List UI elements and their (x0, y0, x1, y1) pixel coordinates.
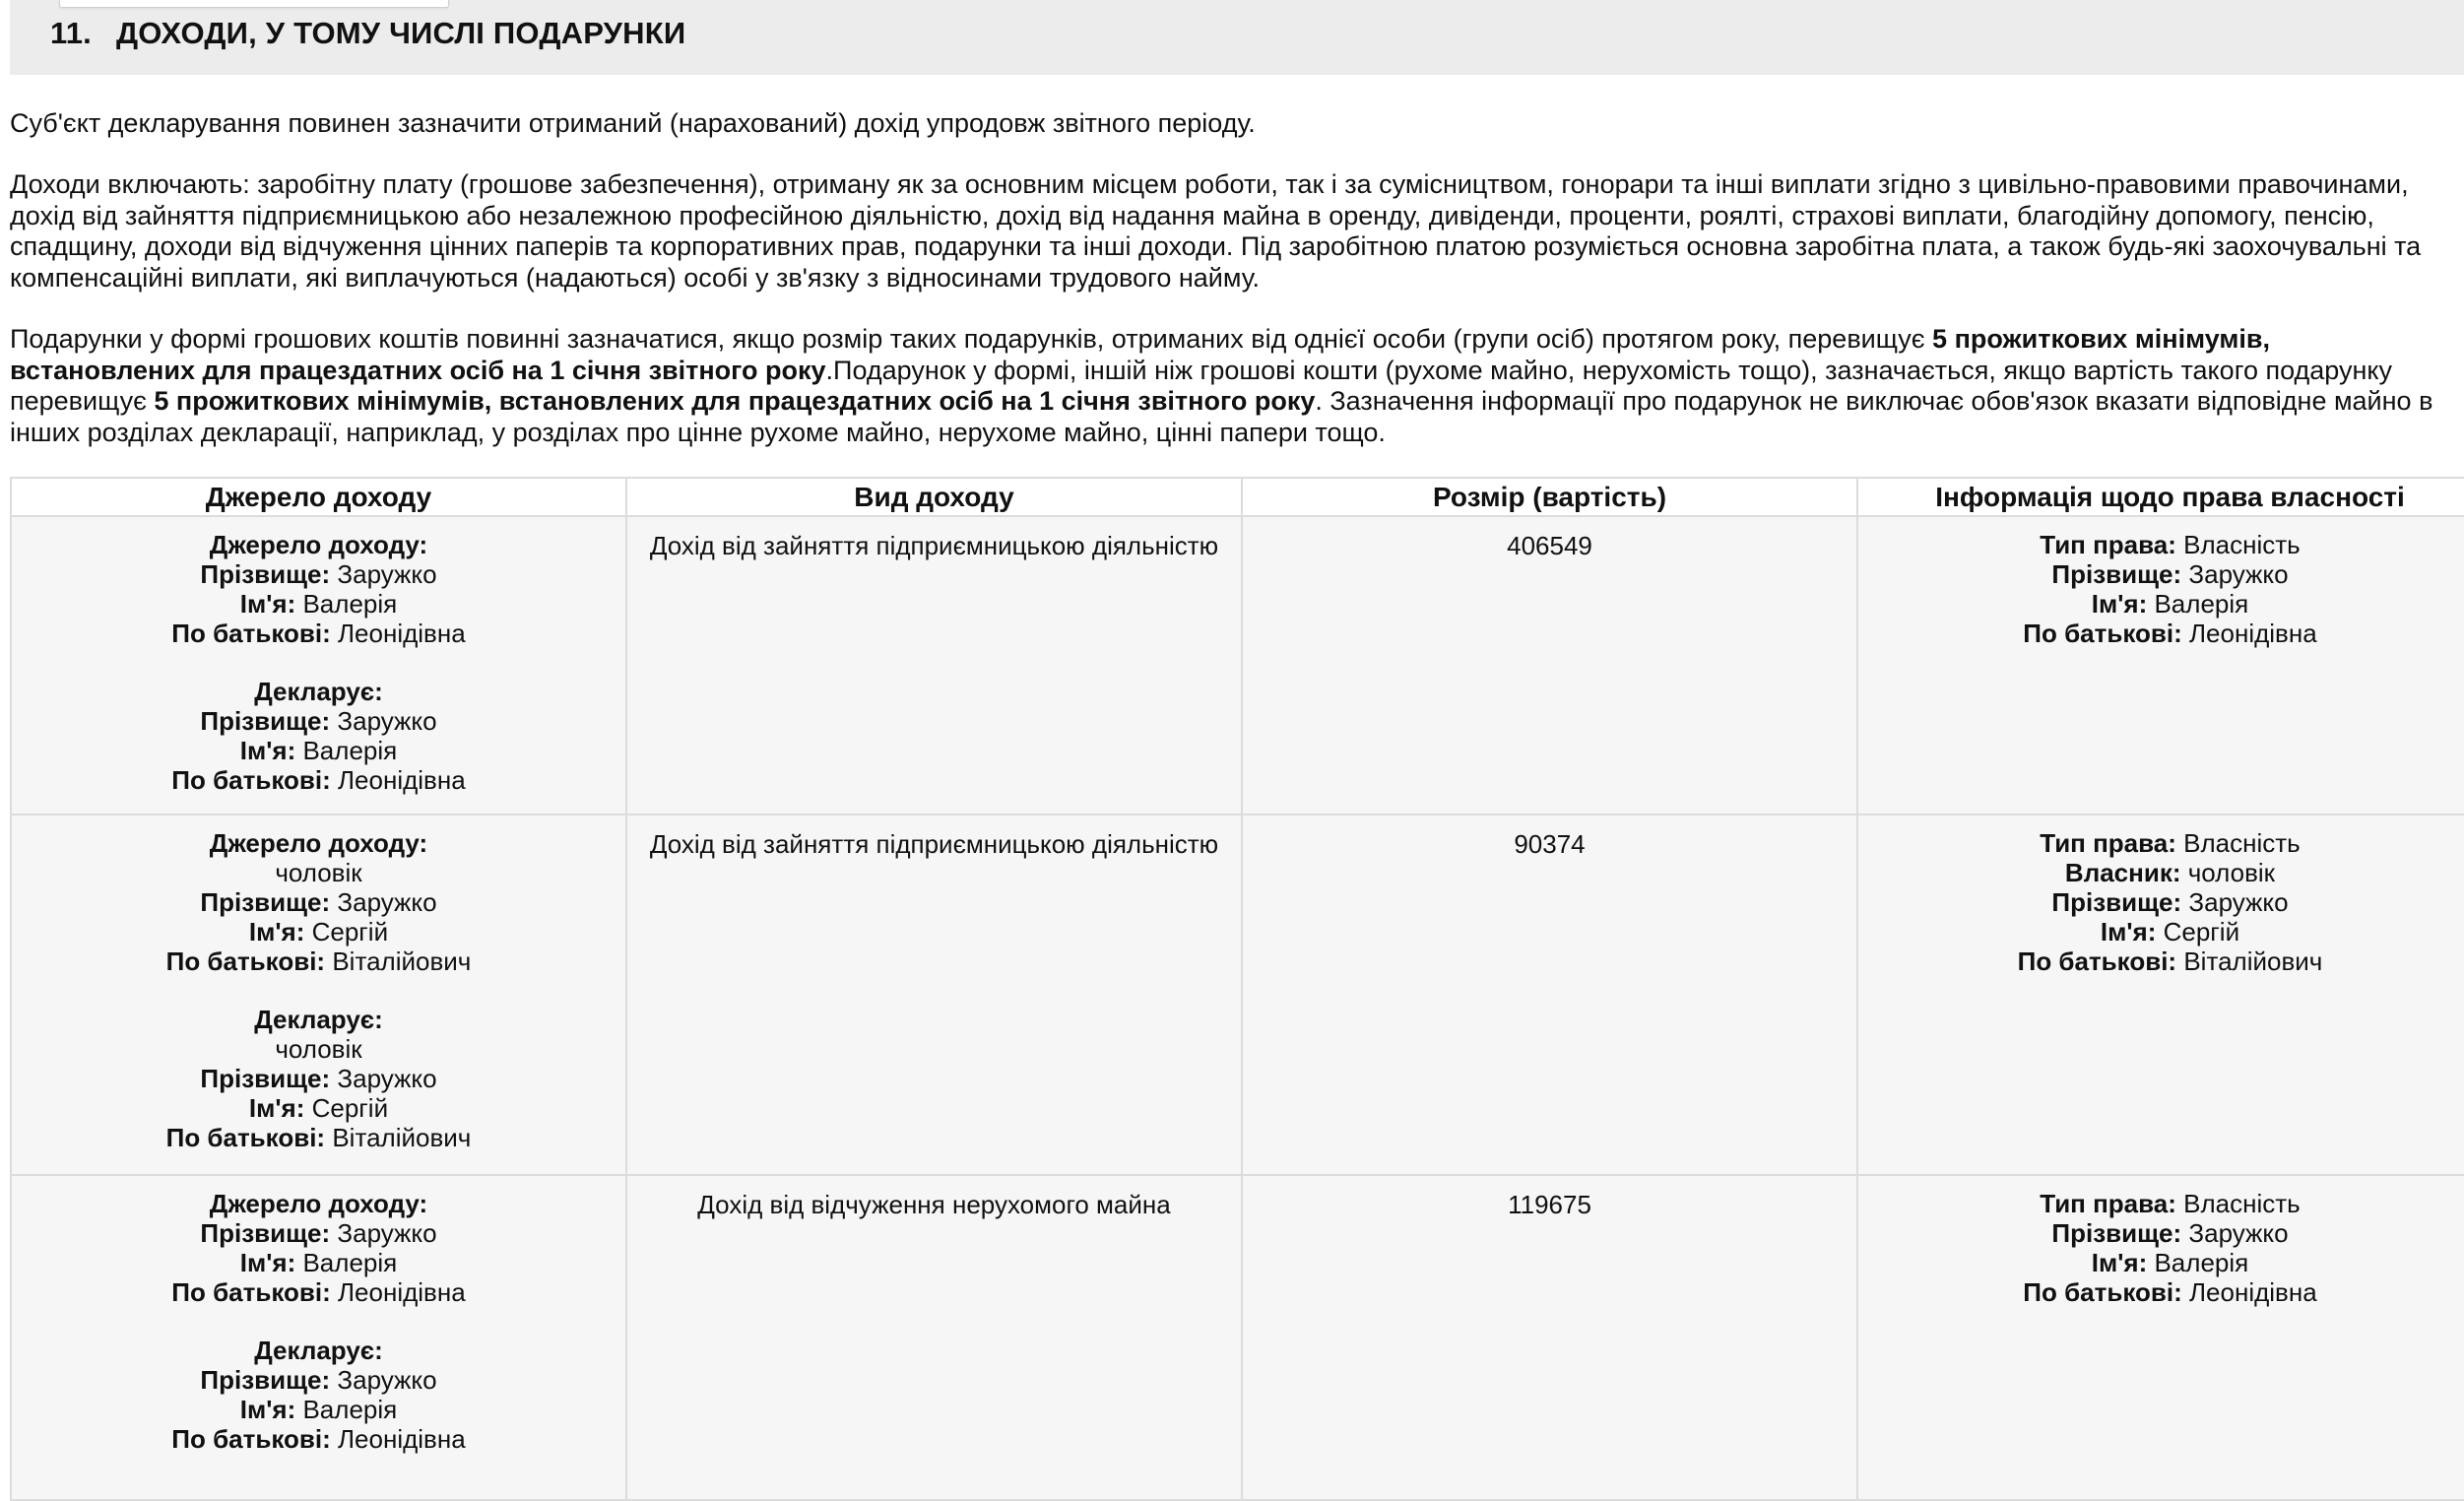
owner-patronymic-line (1858, 1277, 2464, 1307)
decl-name: Валерія (302, 736, 398, 765)
p3-bold-2: 5 прожиткових мінімумів, встановлених для працездатних осіб на 1 січня звітного року (154, 386, 1316, 416)
p3-text-2: .Подарунок у формі, іншій ніж грошові кошти (рухоме майно, нерухомість тощо), зазначається, якщо вартість такого подарунку перевищує (10, 355, 2393, 416)
owner-surname: Заружко (2188, 559, 2289, 589)
decl-name-line (12, 1093, 625, 1123)
tab-stub (59, 0, 449, 8)
right-type-line (1858, 828, 2464, 858)
patronymic-label: По батькові: (2017, 946, 2177, 976)
decl-surname: Заружко (337, 706, 437, 736)
header-income-type: Вид доходу (626, 478, 1242, 516)
owner-name: Валерія (2154, 589, 2249, 619)
source-surname-line (12, 1218, 625, 1248)
intro-paragraph-3 (10, 324, 2452, 448)
patronymic-label: По батькові: (171, 619, 331, 648)
owner-name-line (1858, 917, 2464, 946)
source-relation: чоловік (275, 858, 362, 887)
surname-label: Прізвище: (200, 887, 331, 917)
amount-cell: 119675 (1242, 1175, 1857, 1500)
source-patronymic-line (12, 619, 625, 648)
owner-patronymic-line (1858, 619, 2464, 648)
decl-surname: Заружко (337, 1365, 437, 1395)
owner-patronymic-line (1858, 946, 2464, 976)
source-patronymic: Леонідівна (337, 619, 466, 648)
surname-label: Прізвище: (2051, 887, 2182, 917)
surname-label: Прізвище: (2051, 559, 2182, 589)
intro-paragraph-1: Суб'єкт декларування повинен зазначити отриманий (нарахований) дохід упродовж звітного періоду. (10, 108, 1256, 138)
ownership-cell (1857, 516, 2464, 815)
surname-label: Прізвище: (200, 559, 331, 589)
patronymic-label: По батькові: (171, 1424, 331, 1454)
decl-surname-line (12, 706, 625, 736)
declares-label: Декларує: (254, 1005, 383, 1034)
owner-name: Сергій (2163, 917, 2240, 946)
section-title-text: ДОХОДИ, У ТОМУ ЧИСЛІ ПОДАРУНКИ (116, 16, 686, 50)
decl-patronymic: Леонідівна (337, 1424, 466, 1454)
name-label: Ім'я: (248, 917, 305, 946)
name-label: Ім'я: (2100, 917, 2157, 946)
decl-patronymic-line (12, 1123, 625, 1152)
intro-paragraph-2: Доходи включають: заробітну плату (грошове забезпечення), отриману як за основним місцем роботи, так і за сумісництвом, гонорари та інші виплати згідно з цивільно-правовими правочинами, дохід від зайняття підприємницькою або незалежною професійною діяльністю, дохід від надання майна в оренду, дивіденди, проценти, роялті, страхові виплати, благодійну допомогу, пенсію, спадщину, доходи від відчуження цінних паперів та корпоративних прав, подарунки та інші доходи. Під заробітною платою розуміється основна заробітна плата, а також будь-які заохочувальні та компенсаційні виплати, які виплачуються (надаються) особі у зв'язку з відносинами трудового найму. (10, 169, 2422, 293)
decl-surname-line (12, 1365, 625, 1395)
source-label: Джерело доходу: (209, 828, 428, 858)
table-header-row (11, 478, 2464, 516)
name-label: Ім'я: (2091, 589, 2148, 619)
source-name: Валерія (302, 589, 398, 619)
decl-surname-line (12, 1064, 625, 1093)
surname-label: Прізвище: (200, 706, 331, 736)
source-name-line (12, 917, 625, 946)
ownership-cell (1857, 815, 2464, 1175)
right-type: Власність (2183, 828, 2301, 858)
table-row (11, 815, 2464, 1175)
decl-relation: чоловік (275, 1034, 362, 1064)
declares-label: Декларує: (254, 677, 383, 706)
source-surname: Заружко (337, 887, 437, 917)
right-type-label: Тип права: (2040, 530, 2176, 559)
owner-line (1858, 858, 2464, 887)
decl-name-line (12, 736, 625, 765)
owner-surname-line (1858, 887, 2464, 917)
name-label: Ім'я: (2091, 1248, 2148, 1277)
name-label: Ім'я: (239, 1248, 296, 1277)
income-type-cell: Дохід від відчуження нерухомого майна (626, 1175, 1242, 1500)
name-label: Ім'я: (239, 1395, 296, 1424)
patronymic-label: По батькові: (171, 1277, 331, 1307)
source-surname-line (12, 559, 625, 589)
source-label: Джерело доходу: (209, 530, 428, 559)
owner-patronymic: Віталійович (2183, 946, 2323, 976)
source-cell (11, 815, 626, 1175)
patronymic-label: По батькові: (2023, 1277, 2182, 1307)
source-name: Валерія (302, 1248, 398, 1277)
section-title (50, 16, 685, 51)
source-cell (11, 1175, 626, 1500)
declares-label: Декларує: (254, 1336, 383, 1365)
right-type-label: Тип права: (2040, 1189, 2176, 1218)
source-patronymic: Леонідівна (337, 1277, 466, 1307)
surname-label: Прізвище: (200, 1064, 331, 1093)
surname-label: Прізвище: (2051, 1218, 2182, 1248)
right-type-label: Тип права: (2040, 828, 2176, 858)
owner-name: Валерія (2154, 1248, 2249, 1277)
source-cell (11, 516, 626, 815)
decl-name-line (12, 1395, 625, 1424)
table-row (11, 1175, 2464, 1500)
owner-surname: Заружко (2188, 887, 2289, 917)
header-source: Джерело доходу (11, 478, 626, 516)
header-ownership: Інформація щодо права власності (1857, 478, 2464, 516)
source-name-line (12, 1248, 625, 1277)
owner-relation: чоловік (2187, 858, 2276, 887)
section-number: 11. (50, 16, 92, 50)
source-surname: Заружко (337, 559, 437, 589)
owner-patronymic: Леонідівна (2188, 619, 2317, 648)
owner-label: Власник: (2064, 858, 2181, 887)
source-surname: Заружко (337, 1218, 437, 1248)
source-name: Сергій (311, 917, 389, 946)
patronymic-label: По батькові: (171, 765, 331, 795)
decl-patronymic-line (12, 765, 625, 795)
source-name-line (12, 589, 625, 619)
decl-name: Сергій (311, 1093, 389, 1123)
name-label: Ім'я: (248, 1093, 305, 1123)
table-row (11, 516, 2464, 815)
right-type: Власність (2183, 530, 2301, 559)
header-amount: Розмір (вартість) (1242, 478, 1857, 516)
owner-surname-line (1858, 1218, 2464, 1248)
section-header (10, 0, 2464, 75)
owner-name-line (1858, 1248, 2464, 1277)
p3-text-1: Подарунки у формі грошових коштів повинні зазначатися, якщо розмір таких подарунків, отриманих від однієї особи (групи осіб) протягом року, перевищує (10, 324, 1933, 354)
p3-bold-1: 5 прожиткових мінімумів, встановлених для працездатних осіб на 1 січня звітного року (10, 324, 2270, 385)
income-type-cell: Дохід від зайняття підприємницькою діяльністю (626, 516, 1242, 815)
decl-surname: Заружко (337, 1064, 437, 1093)
owner-name-line (1858, 589, 2464, 619)
decl-patronymic: Леонідівна (337, 765, 466, 795)
decl-patronymic-line (12, 1424, 625, 1454)
right-type-line (1858, 530, 2464, 559)
p3-text-3: . Зазначення інформації про подарунок не виключає обов'язок вказати відповідне майно в інших розділах декларації, наприклад, у розділах про цінне рухоме майно, нерухоме майно, цінні папери тощо. (10, 386, 2433, 447)
surname-label: Прізвище: (200, 1218, 331, 1248)
ownership-cell (1857, 1175, 2464, 1500)
patronymic-label: По батькові: (165, 1123, 326, 1152)
source-label: Джерело доходу: (209, 1189, 428, 1218)
source-patronymic: Віталійович (332, 946, 472, 976)
source-patronymic-line (12, 946, 625, 976)
owner-surname: Заружко (2188, 1218, 2289, 1248)
name-label: Ім'я: (239, 736, 296, 765)
owner-surname-line (1858, 559, 2464, 589)
amount-cell: 406549 (1242, 516, 1857, 815)
surname-label: Прізвище: (200, 1365, 331, 1395)
patronymic-label: По батькові: (165, 946, 326, 976)
owner-patronymic: Леонідівна (2188, 1277, 2317, 1307)
source-surname-line (12, 887, 625, 917)
decl-name: Валерія (302, 1395, 398, 1424)
right-type-line (1858, 1189, 2464, 1218)
decl-patronymic: Віталійович (332, 1123, 472, 1152)
name-label: Ім'я: (239, 589, 296, 619)
amount-cell: 90374 (1242, 815, 1857, 1175)
patronymic-label: По батькові: (2023, 619, 2182, 648)
source-patronymic-line (12, 1277, 625, 1307)
income-type-cell: Дохід від зайняття підприємницькою діяльністю (626, 815, 1242, 1175)
right-type: Власність (2183, 1189, 2301, 1218)
income-table (10, 477, 2464, 1501)
